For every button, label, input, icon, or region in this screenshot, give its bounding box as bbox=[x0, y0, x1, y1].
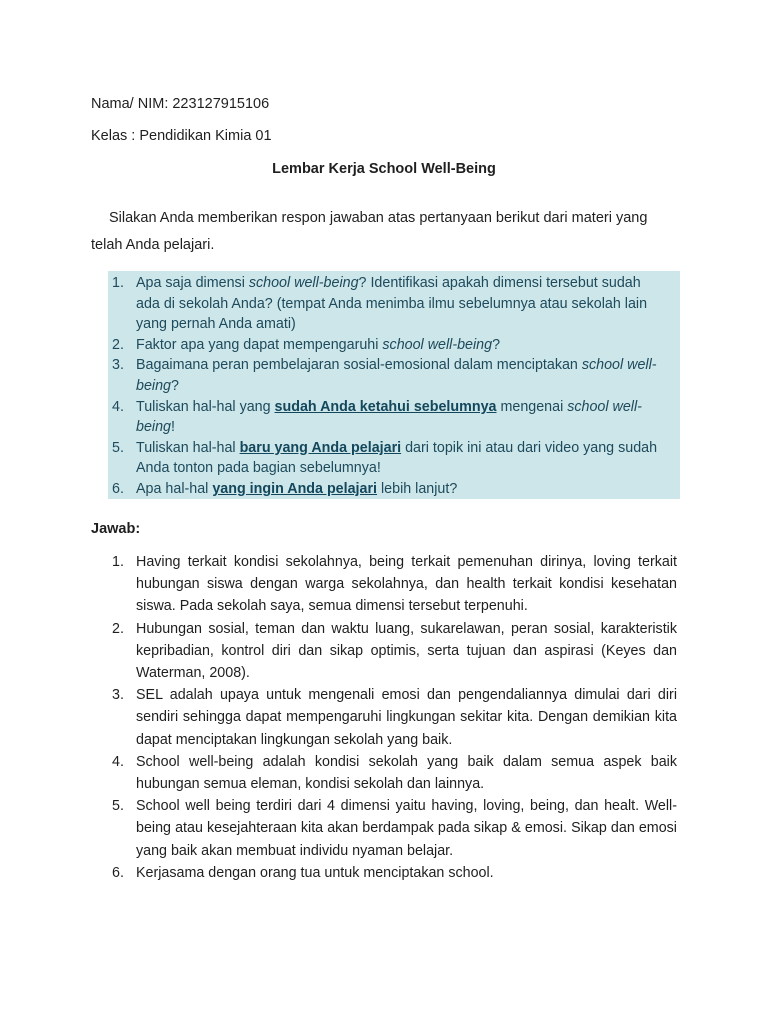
answer-number: 5. bbox=[112, 798, 124, 815]
question-text: ? bbox=[170, 377, 179, 394]
answers-list bbox=[108, 551, 677, 884]
answer-text: SEL adalah upaya untuk mengenali emosi dan pengendaliannya dimulai dari diri sendiri sehingga dapat mempengaruhi lingkungan sekitar kita. Dengan demikian kita dapat menciptakan lingkungan sekolah yang baik. bbox=[136, 687, 677, 748]
question-text: ! bbox=[170, 419, 175, 436]
answer-item bbox=[108, 862, 677, 884]
question-item bbox=[108, 479, 668, 500]
question-term: school well-being bbox=[382, 336, 493, 353]
question-number: 3. bbox=[112, 357, 124, 374]
question-emphasis: sudah Anda ketahui sebelumnya bbox=[274, 398, 497, 415]
answer-item bbox=[108, 751, 677, 795]
answer-number: 6. bbox=[112, 864, 124, 881]
question-number: 6. bbox=[112, 480, 124, 497]
question-text: Faktor apa yang dapat mempengaruhi bbox=[136, 336, 383, 353]
answers-heading: Jawab: bbox=[91, 521, 141, 537]
question-text: Apa hal-hal bbox=[136, 480, 213, 497]
question-item bbox=[108, 397, 668, 438]
answer-item bbox=[108, 618, 677, 685]
answer-text: School well being terdiri dari 4 dimensi yaitu having, loving, being, dan healt. Well-being atau kesejahteraan kita akan berdampak pada sikap & emosi. Sikap dan emosi yang baik akan membuat individu nyaman belajar. bbox=[136, 798, 677, 859]
question-term: school well-being bbox=[136, 398, 642, 436]
answer-number: 4. bbox=[112, 753, 124, 770]
question-text: Apa saja dimensi bbox=[136, 275, 249, 291]
question-text: Bagaimana peran pembelajaran sosial-emosional dalam menciptakan bbox=[136, 357, 582, 374]
question-text: dari topik ini atau dari video yang sudah Anda tonton pada bagian sebelumnya! bbox=[136, 439, 658, 477]
question-emphasis: yang ingin Anda pelajari bbox=[212, 480, 378, 497]
question-number: 4. bbox=[112, 398, 124, 415]
question-item bbox=[108, 273, 668, 335]
question-text: Tuliskan hal-hal bbox=[136, 439, 240, 456]
question-number: 5. bbox=[112, 439, 124, 456]
instruction-text: Silakan Anda memberikan respon jawaban atas pertanyaan berikut dari materi yang telah Anda pelajari. bbox=[91, 210, 648, 253]
question-text: Tuliskan hal-hal yang bbox=[136, 398, 275, 415]
answer-number: 3. bbox=[112, 687, 124, 704]
answer-text: School well-being adalah kondisi sekolah yang baik dalam semua aspek baik hubungan semua eleman, kondisi sekolah dan lainnya. bbox=[136, 753, 677, 793]
answer-text: Hubungan sosial, teman dan waktu luang, sukarelawan, peran sosial, karakteristik kepribadian, kontrol diri dan sikap optimis, serta tujuan dan aspirasi (Keyes dan Waterman, 2008). bbox=[136, 620, 677, 682]
answer-item bbox=[108, 551, 677, 618]
answer-text: Having terkait kondisi sekolahnya, being terkait pemenuhan dirinya, loving terkait hubungan siswa dengan warga sekolahnya, dan health terkait kondisi kesehatan siswa. Pada sekolah saya, semua dimensi tersebut terpenuhi. bbox=[136, 554, 677, 615]
page-title: Lembar Kerja School Well-Being bbox=[272, 161, 496, 177]
student-name-nim: Nama/ NIM: 223127915106 bbox=[91, 96, 270, 112]
answer-number: 2. bbox=[112, 620, 124, 637]
student-class: Kelas : Pendidikan Kimia 01 bbox=[91, 128, 272, 144]
question-term: school well-being bbox=[136, 357, 657, 394]
question-text: mengenai bbox=[496, 398, 568, 415]
question-text: lebih lanjut? bbox=[377, 480, 458, 497]
answer-number: 1. bbox=[112, 554, 124, 570]
answer-item bbox=[108, 684, 677, 751]
answer-item bbox=[108, 795, 677, 862]
questions-list bbox=[108, 273, 668, 500]
question-item bbox=[108, 355, 668, 396]
question-number: 1. bbox=[112, 275, 124, 291]
question-item bbox=[108, 335, 668, 356]
question-number: 2. bbox=[112, 336, 124, 353]
answer-text: Kerjasama dengan orang tua untuk menciptakan school. bbox=[136, 864, 494, 881]
question-text: ? bbox=[492, 336, 501, 353]
question-emphasis: baru yang Anda pelajari bbox=[239, 439, 402, 456]
question-item bbox=[108, 438, 668, 479]
question-text: ? Identifikasi apakah dimensi tersebut sudah ada di sekolah Anda? (tempat Anda menimba ilmu sebelumnya atau sekolah lain yang pernah Anda amati) bbox=[136, 275, 648, 333]
question-term: school well-being bbox=[248, 275, 359, 291]
